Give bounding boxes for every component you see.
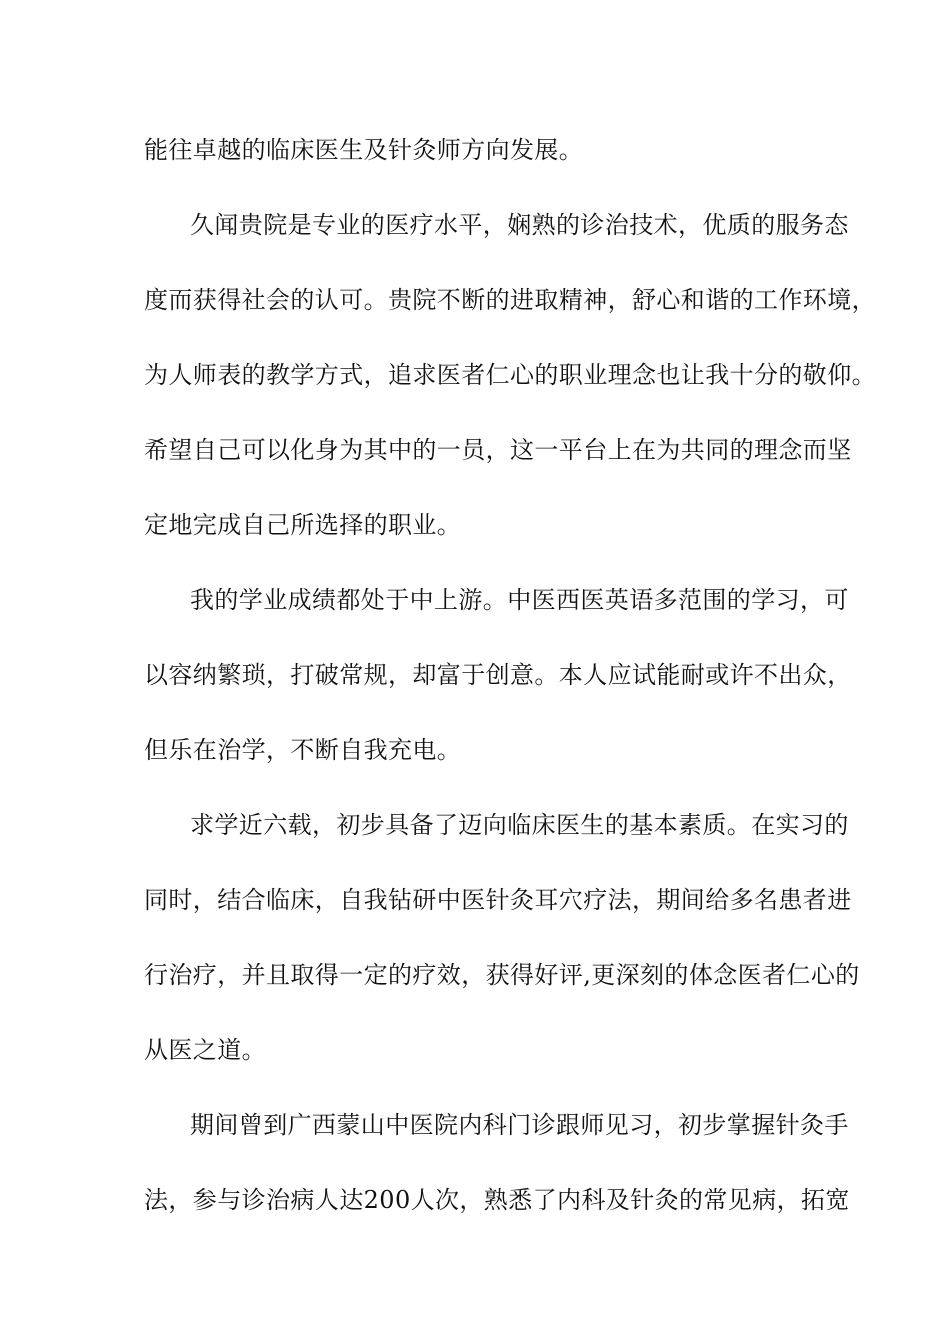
text-line: 从医之道。 <box>144 1036 266 1064</box>
text-line: 能往卓越的临床医生及针灸师方向发展。 <box>144 136 584 164</box>
text-line: 同时，结合临床，自我钻研中医针灸耳穴疗法，期间给多名患者进 <box>144 886 852 914</box>
text-line: 为人师表的教学方式，追求医者仁心的职业理念也让我十分的敬仰。 <box>144 361 876 389</box>
paragraph-first-line: 久闻贵院是专业的医疗水平，娴熟的诊治技术，优质的服务态 <box>190 211 849 239</box>
text-line: 希望自己可以化身为其中的一员，这一平台上在为共同的理念而坚 <box>144 436 852 464</box>
text-line: 但乐在治学，不断自我充电。 <box>144 736 462 764</box>
text-line: 以容纳繁琐，打破常规，却富于创意。本人应试能耐或许不出众， <box>144 661 852 689</box>
text-line: 度而获得社会的认可。贵院不断的进取精神，舒心和谐的工作环境， <box>144 286 876 314</box>
text-line: 法，参与诊治病人达200人次，熟悉了内科及针灸的常见病，拓宽 <box>144 1186 850 1214</box>
paragraph-first-line: 求学近六载，初步具备了迈向临床医生的基本素质。在实习的 <box>190 811 849 839</box>
text-line: 定地完成自己所选择的职业。 <box>144 511 462 539</box>
text-line: 行治疗，并且取得一定的疗效，获得好评,更深刻的体念医者仁心的 <box>144 961 860 989</box>
paragraph-first-line: 我的学业成绩都处于中上游。中医西医英语多范围的学习，可 <box>190 586 849 614</box>
paragraph-first-line: 期间曾到广西蒙山中医院内科门诊跟师见习，初步掌握针灸手 <box>190 1111 849 1139</box>
